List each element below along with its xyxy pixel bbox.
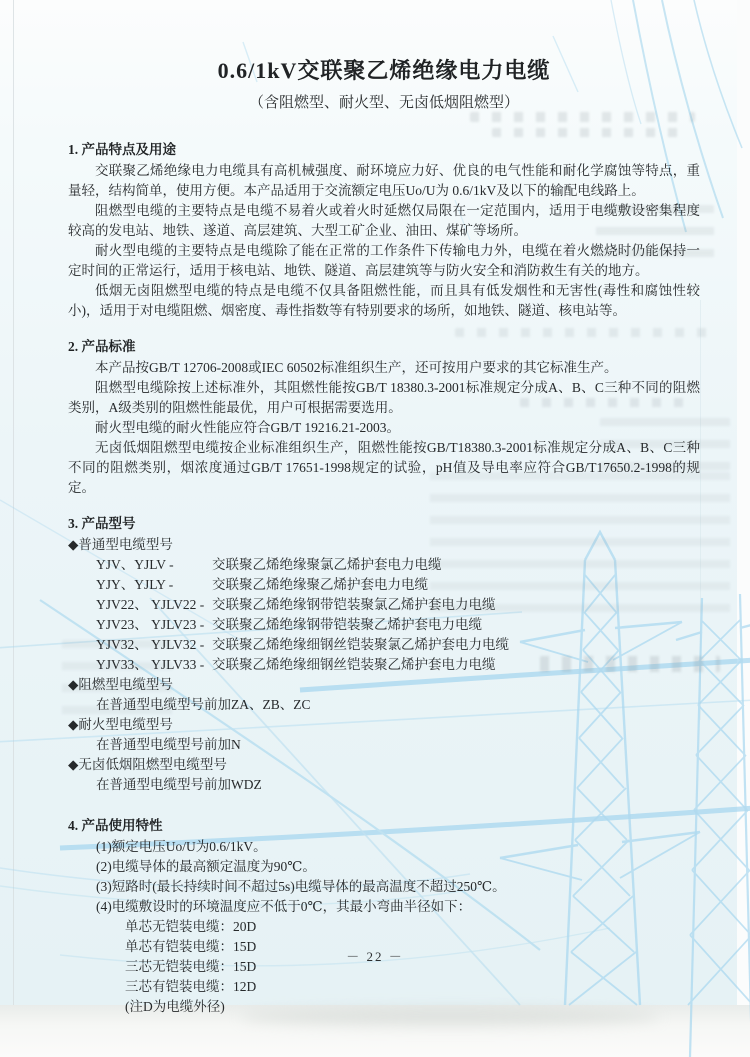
model-row [68, 575, 700, 595]
paragraph: 无卤低烟阻燃型电缆按企业标准组织生产，阻燃性能按GB/T18380.3-2001标准规定分成A、B、C三种不同的阻燃类别，烟浓度通过GB/T 17651-1998规定的试验，pH值及导电率应符合GB/T17650.2-1998的规定。 [68, 440, 700, 495]
paragraph: 耐火型电缆的耐火性能应符合GB/T 19216.21-2003。 [95, 420, 401, 435]
model-code: YJY、YJLY - [96, 577, 174, 592]
paragraph: 交联聚乙烯绝缘电力电缆具有高机械强度、耐环境应力好、优良的电气性能和耐化学腐蚀等特点，重量轻，结构简单，使用方便。本产品适用于交流额定电压Uo/U为 0.6/1kV及以下的输配电线路上。 [68, 163, 700, 198]
model-description: 交联聚乙烯绝缘钢带铠装聚氯乙烯护套电力电缆 [212, 597, 496, 612]
model-description: 交联聚乙烯绝缘聚氯乙烯护套电力电缆 [212, 557, 442, 572]
usage-item: (3)短路时(最长持续时间不超过5s)电缆导体的最高温度不超过250℃。 [96, 879, 506, 894]
model-description: 交联聚乙烯绝缘钢带铠装聚乙烯护套电力电缆 [212, 617, 482, 632]
model-group-label: ◆阻燃型电缆型号 [68, 677, 173, 692]
paragraph: 耐火型电缆的主要特点是电缆除了能在正常的工作条件下传输电力外，电缆在着火燃烧时仍能保持一定时间的正常运行，适用于核电站、地铁、隧道、高层建筑等与防火安全和消防救生有关的地方。 [68, 243, 700, 278]
diameter-note: (注D为电缆外径) [125, 999, 225, 1014]
bend-radius-item: 单芯有铠装电缆：15D [125, 939, 257, 954]
page-number: － 22 － [346, 949, 404, 964]
model-group-label: ◆耐火型电缆型号 [68, 717, 173, 732]
model-row [68, 635, 700, 655]
model-row [68, 615, 700, 635]
model-description: 交联聚乙烯绝缘细钢丝铠装聚氯乙烯护套电力电缆 [212, 637, 509, 652]
paragraph: 阻燃型电缆的主要特点是电缆不易着火或着火时延燃仅局限在一定范围内，适用于电缆敷设密集程度较高的发电站、地铁、遂道、高层建筑、大型工矿企业、油田、煤矿等场所。 [68, 203, 700, 238]
model-description: 交联聚乙烯绝缘细钢丝铠装聚乙烯护套电力电缆 [212, 657, 496, 672]
model-group-note: 在普通型电缆型号前加N [96, 737, 241, 752]
section-usage-characteristics [68, 815, 700, 1017]
section-heading: 1. 产品特点及用途 [68, 142, 176, 157]
usage-item: (1)额定电压Uo/U为0.6/1kV。 [96, 839, 267, 854]
bend-radius-item: 单芯无铠装电缆：20D [125, 919, 257, 934]
document-content [68, 0, 700, 1017]
model-code: YJV、YJLV - [96, 557, 174, 572]
model-row [68, 595, 700, 615]
model-group-note: 在普通型电缆型号前加ZA、ZB、ZC [96, 697, 311, 712]
page-title: 0.6/1kV交联聚乙烯绝缘电力电缆 [217, 58, 551, 83]
paragraph: 本产品按GB/T 12706-2008或IEC 60502标准组织生产，还可按用户要求的其它标准生产。 [95, 360, 618, 375]
model-code: YJV33、 YJLV33 - [96, 657, 205, 672]
section-model-codes [68, 513, 700, 795]
section-heading: 4. 产品使用特性 [68, 818, 163, 833]
model-group-label: ◆无卤低烟阻燃型电缆型号 [68, 757, 227, 772]
section-features [68, 139, 700, 321]
page-subtitle: （含阻燃型、耐火型、无卤低烟阻燃型） [248, 95, 519, 111]
usage-item: (4)电缆敷设时的环境温度应不低于0℃，其最小弯曲半径如下： [96, 899, 472, 914]
model-group-note: 在普通型电缆型号前加WDZ [96, 777, 262, 792]
bend-radius-item: 三芯有铠装电缆：12D [125, 979, 257, 994]
model-code: YJV22、 YJLV22 - [96, 597, 205, 612]
section-standards [68, 336, 700, 498]
section-heading: 3. 产品型号 [68, 516, 136, 531]
paragraph: 低烟无卤阻燃型电缆的特点是电缆不仅具备阻燃性能，而且具有低发烟性和无害性(毒性和腐蚀性较小)，适用于对电缆阻燃、烟密度、毒性指数等有特别要求的场所，如地铁、隧道、核电站等。 [68, 283, 700, 318]
model-description: 交联聚乙烯绝缘聚乙烯护套电力电缆 [212, 577, 428, 592]
model-group-label: ◆普通型电缆型号 [68, 537, 173, 552]
model-row [68, 555, 700, 575]
usage-item: (2)电缆导体的最高额定温度为90℃。 [96, 859, 316, 874]
bend-radius-item: 三芯无铠装电缆：15D [125, 959, 257, 974]
model-code: YJV23、 YJLV23 - [96, 617, 205, 632]
model-code: YJV32、 YJLV32 - [96, 637, 205, 652]
paragraph: 阻燃型电缆除按上述标准外，其阻燃性能按GB/T 18380.3-2001标准规定分成A、B、C三种不同的阻燃类别，A级类别的阻燃性能最优，用户可根据需要选用。 [68, 380, 700, 415]
model-row [68, 655, 700, 675]
section-heading: 2. 产品标准 [68, 339, 136, 354]
